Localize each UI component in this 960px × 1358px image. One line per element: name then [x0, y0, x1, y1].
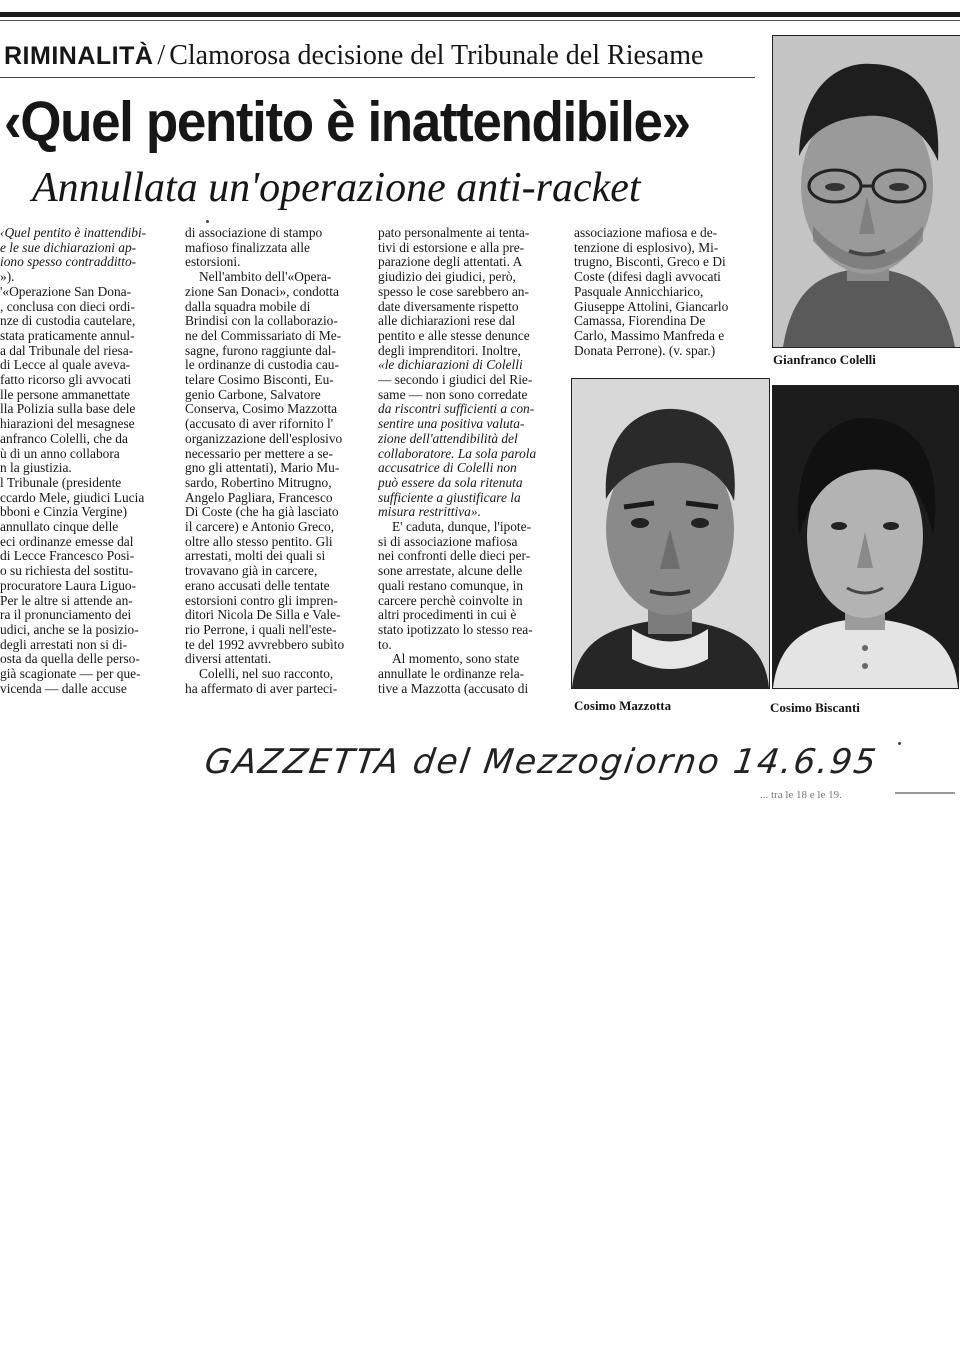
column-line: date diversamente rispetto	[378, 298, 519, 314]
column-line: tivi di estorsione e alla pre-	[378, 239, 525, 255]
ink-speck	[206, 220, 209, 223]
article-column-2	[185, 226, 363, 712]
column-line: diversi attentati.	[185, 651, 272, 667]
column-line: trovavano già in carcere,	[185, 563, 318, 579]
column-line: telare Cosimo Bisconti, Eu-	[185, 372, 334, 388]
column-line: estorsioni contro gli impren-	[185, 592, 338, 608]
column-line: parazione degli attentati. A	[378, 254, 523, 270]
column-line: di associazione di stampo	[185, 226, 323, 240]
column-line: Camassa, Fiorendina De	[574, 313, 706, 329]
column-line: accusatrice di Colelli non	[378, 460, 517, 476]
column-line: organizzazione dell'esplosivo	[185, 430, 343, 446]
column-line: quali restano comunque, in	[378, 577, 524, 593]
column-line: si di associazione mafiosa	[378, 533, 518, 549]
column-line: zione dell'attendibilità del	[378, 430, 518, 446]
portrait-illustration	[572, 379, 769, 688]
column-line: nei confronti delle dieci per-	[378, 548, 531, 564]
column-line: hiarazioni del mesagnese	[0, 416, 135, 432]
column-line: stata praticamente annul-	[0, 327, 135, 343]
column-line: Al momento, sono state	[392, 651, 520, 667]
column-line: trugno, Bisconti, Greco e Di	[574, 254, 726, 270]
column-line: alle dichiarazioni rese dal	[378, 313, 516, 329]
column-line: pato personalmente ai tenta-	[378, 226, 530, 240]
cut-line	[895, 792, 955, 794]
column-line: annullate le ordinanze rela-	[378, 666, 525, 682]
column-line: erano accusati delle tentate	[185, 577, 330, 593]
column-line: ‹Quel pentito è inattendibi-	[0, 226, 147, 240]
column-line: to.	[378, 636, 392, 652]
column-line: procuratore Laura Liguo-	[0, 577, 137, 593]
column-line: sardo, Robertino Mitrugno,	[185, 474, 332, 490]
column-line: annullato cinque delle	[0, 519, 119, 535]
column-line: collaboratore. La sola parola	[378, 445, 537, 461]
column-line: rio Perrone, i quali nell'este-	[185, 621, 337, 637]
column-line: tive a Mazzotta (accusato di	[378, 680, 529, 696]
column-line: ne del Commissariato di Me-	[185, 327, 342, 343]
column-line: Di Coste (che ha già lasciato	[185, 504, 339, 520]
handwritten-source-note: GAZZETTA del Mezzogiorno 14.6.95	[202, 742, 881, 782]
column-line: a dal Tribunale del riesa-	[0, 342, 134, 358]
column-line: ra il pronunciamento dei	[0, 607, 132, 623]
column-line: »).	[0, 269, 15, 285]
column-line: ha affermato di aver parteci-	[185, 680, 338, 696]
column-line: , conclusa con dieci ordi-	[0, 298, 135, 314]
column-line: spesso le cose sarebbero an-	[378, 283, 529, 299]
column-line: oltre allo stesso pentito. Gli	[185, 533, 333, 549]
kicker	[4, 36, 764, 76]
portrait-illustration	[773, 386, 958, 688]
column-line: anfranco Colelli, che da	[0, 430, 128, 446]
column-line: Colelli, nel suo racconto,	[199, 666, 334, 682]
photo-caption-mazzotta: Cosimo Mazzotta	[574, 698, 672, 713]
column-line: — secondo i giudici del Rie-	[378, 372, 533, 388]
cut-off-text-fragment: ... tra le 18 e le 19.	[760, 789, 842, 801]
column-line: lle persone ammanettate	[0, 386, 131, 402]
column-line: necessario per mettere a se-	[185, 445, 333, 461]
column-line: eci ordinanze emesse dal	[0, 533, 134, 549]
column-line: same — non sono corredate	[378, 386, 528, 402]
column-line: mafioso finalizzata alle	[185, 239, 310, 255]
column-line: di Lecce Francesco Posi-	[0, 548, 135, 564]
headline: ‹Quel pentito è inattendibile»	[4, 90, 690, 154]
top-rule-thin	[0, 20, 960, 21]
column-line: Conserva, Cosimo Mazzotta	[185, 401, 338, 417]
column-line: '«Operazione San Dona-	[0, 283, 132, 299]
column-line: le ordinanze di custodia cau-	[185, 357, 339, 373]
subheadline: Annullata un'operazione anti-racket	[32, 165, 641, 211]
column-line: sentire una positiva valuta-	[378, 416, 525, 432]
column-line: vicenda — dalle accuse	[0, 680, 127, 696]
kicker-title: Clamorosa decisione del Tribunale del Riesame	[169, 40, 704, 71]
kicker-section: RIMINALITÀ	[4, 42, 154, 70]
column-line: lla Polizia sulla base dele	[0, 401, 136, 417]
column-line: il carcere) e Antonio Greco,	[185, 519, 335, 535]
column-line: sufficiente a giustificare la	[378, 489, 521, 505]
column-line: E' caduta, dunque, l'ipote-	[392, 519, 532, 535]
article-column-3	[378, 226, 558, 712]
column-line: estorsioni.	[185, 254, 241, 270]
column-line: dalla squadra mobile di	[185, 298, 311, 314]
column-line: Donata Perrone). (v. spar.)	[574, 342, 716, 358]
column-line: Giuseppe Attolini, Giancarlo	[574, 298, 729, 314]
column-line: o su richiesta del sostitu-	[0, 563, 134, 579]
column-line: nze di custodia cautelare,	[0, 313, 136, 329]
column-line: n la giustizia.	[0, 460, 72, 476]
column-line: osta da quella delle perso-	[0, 651, 140, 667]
column-line: Pasquale Annicchiarico,	[574, 283, 704, 299]
column-line: udici, anche se la posizio-	[0, 621, 139, 637]
top-rule	[0, 12, 960, 17]
column-line: degli arrestati non si di-	[0, 636, 128, 652]
column-line: da riscontri sufficienti a con-	[378, 401, 535, 417]
column-line: Per le altre si attende an-	[0, 592, 133, 608]
article-column-1	[0, 226, 167, 712]
photo-caption-biscanti: Cosimo Biscanti	[770, 700, 860, 715]
column-line: già scagionate — per que-	[0, 666, 141, 682]
column-line: di Lecce al quale aveva-	[0, 357, 131, 373]
column-line: e le sue dichiarazioni ap-	[0, 239, 137, 255]
column-line: zione San Donaci», condotta	[185, 283, 339, 299]
column-line: altri procedimenti in cui è	[378, 607, 517, 623]
portrait-photo-mazzotta	[571, 378, 770, 689]
column-line: ditori Nicola De Silla e Vale-	[185, 607, 341, 623]
column-line: te del 1992 avvrebbero subìto	[185, 636, 345, 652]
kicker-slash: /	[157, 40, 166, 71]
column-line: pentito e alle stesse denunce	[378, 327, 530, 343]
column-line: sagne, furono raggiunte dal-	[185, 342, 336, 358]
column-line: ù di un anno collabora	[0, 445, 120, 461]
portrait-photo-colelli	[772, 35, 960, 348]
article-column-4	[574, 226, 766, 376]
column-line: sone arrestate, alcune delle	[378, 563, 523, 579]
column-line: stato ipotizzato lo stesso rea-	[378, 621, 533, 637]
portrait-illustration	[773, 36, 960, 347]
column-line: Coste (difesi dagli avvocati	[574, 269, 721, 285]
ink-speck	[898, 742, 901, 745]
column-line: Nell'ambito dell'«Opera-	[199, 269, 332, 285]
column-line: ccardo Mele, giudici Lucia	[0, 489, 145, 505]
kicker-rule	[0, 77, 755, 78]
column-line: degli imprenditori. Inoltre,	[378, 342, 521, 358]
column-line: gno gli attentati), Mario Mu-	[185, 460, 340, 476]
column-line: «le dichiarazioni di Colelli	[378, 357, 523, 373]
column-line: Carlo, Massimo Manfreda e	[574, 327, 725, 343]
column-line: tenzione di esplosivo), Mi-	[574, 239, 719, 255]
portrait-photo-biscanti	[772, 385, 959, 689]
column-line: carcere perchè coinvolte in	[378, 592, 523, 608]
column-line: (accusato di aver rifornito l'	[185, 416, 334, 432]
column-line: fatto ricorso gli avvocati	[0, 372, 132, 388]
column-line: arrestati, molti dei quali si	[185, 548, 326, 564]
column-line: iono spesso contradditto-	[0, 254, 137, 270]
column-line: Brindisi con la collaborazio-	[185, 313, 338, 329]
column-line: Angelo Pagliara, Francesco	[185, 489, 333, 505]
column-line: bboni e Cinzia Vergine)	[0, 504, 128, 520]
photo-caption-colelli: Gianfranco Colelli	[773, 352, 876, 367]
column-line: associazione mafiosa e de-	[574, 226, 718, 240]
column-line: giudizio dei giudici, però,	[378, 269, 516, 285]
column-line: può essere da sola ritenuta	[378, 474, 523, 490]
column-line: l Tribunale (presidente	[0, 474, 122, 490]
column-line: misura restrittiva».	[378, 504, 481, 520]
column-line: genio Carbone, Salvatore	[185, 386, 321, 402]
